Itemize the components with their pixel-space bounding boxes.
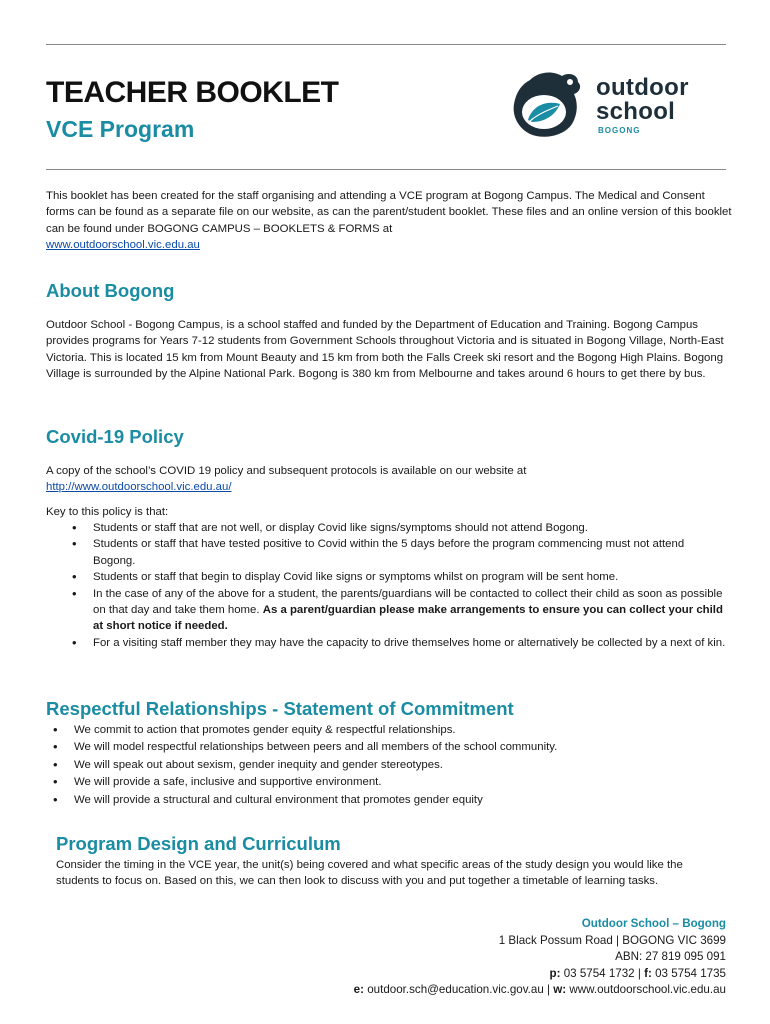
list-item: • We will provide a safe, inclusive and supportive environment.	[74, 774, 724, 790]
logo-text-outdoor: outdoor	[596, 74, 689, 101]
footer-phone: 03 5754 1732	[563, 966, 635, 980]
page-title: TEACHER BOOKLET	[46, 76, 339, 109]
logo-text-school: school	[596, 98, 676, 125]
footer-email-link[interactable]: outdoor.sch@education.vic.gov.au	[367, 983, 544, 997]
covid-key: Key to this policy is that:	[46, 506, 169, 518]
intro-paragraph	[46, 188, 736, 254]
list-item: • We commit to action that promotes gender equity & respectful relationships.	[74, 722, 724, 738]
footer-org: Outdoor School – Bogong	[581, 917, 726, 930]
page-subtitle: VCE Program	[46, 116, 195, 142]
footer-web-line: e: outdoor.sch@education.vic.gov.au | w: www.outdoorschool.vic.edu.au	[353, 983, 726, 997]
header-rule	[46, 169, 726, 170]
list-item: • Students or staff that have tested positive to Covid within the 5 days before the program commencing must not attend Bogong.	[93, 536, 727, 569]
logo-text-bogong: BOGONG	[598, 126, 641, 135]
top-rule	[46, 44, 726, 45]
covid-intro-text: A copy of the school’s COVID 19 policy and subsequent protocols is available on our website at	[46, 465, 527, 477]
covid-policy-link[interactable]: http://www.outdoorschool.vic.edu.au/	[46, 481, 232, 494]
footer-address: 1 Black Possum Road | BOGONG VIC 3699	[498, 933, 726, 947]
footer-contact	[354, 916, 726, 999]
possum-leaf-logo-icon	[508, 70, 588, 142]
list-item: • We will model respectful relationships between peers and all members of the school community.	[74, 739, 724, 755]
respect-heading: Respectful Relationships - Statement of Commitment	[46, 698, 514, 719]
covid-list	[93, 520, 727, 651]
footer-abn: ABN: 27 819 095 091	[615, 950, 726, 964]
intro-website-link[interactable]: www.outdoorschool.vic.edu.au	[46, 239, 200, 252]
list-item	[93, 586, 727, 635]
footer-web-link[interactable]: www.outdoorschool.vic.edu.au	[569, 983, 726, 997]
list-item: • Students or staff that are not well, or display Covid like signs/symptoms should not attend Bogong.	[93, 520, 727, 536]
list-item: • We will speak out about sexism, gender inequity and gender stereotypes.	[74, 757, 724, 773]
covid-intro	[46, 463, 736, 496]
program-paragraph: Consider the timing in the VCE year, the unit(s) being covered and what specific areas of the study design you would like the students to focus on. Based on this, we can then look to discuss with you and put together a timetable of learning tasks.	[56, 859, 683, 888]
about-heading: About Bogong	[46, 280, 175, 301]
list-item-text: In the case of any of the above for a student, the parents/guardians will be contacted to collect their child as soon as possible on that day and take them home.	[93, 587, 723, 617]
outdoor-school-logo	[508, 70, 708, 142]
footer-fax: 03 5754 1735	[655, 966, 726, 980]
respect-list	[74, 722, 724, 808]
list-item-bold-text: As a parent/guardian please make arrangements to ensure you can collect your child at short notice if needed.	[93, 604, 723, 633]
footer-phone-line: p: 03 5754 1732 | f: 03 5754 1735	[549, 966, 726, 980]
list-item: • Students or staff that begin to display Covid like signs or symptoms whilst on program will be sent home.	[93, 569, 727, 585]
program-heading: Program Design and Curriculum	[56, 833, 341, 854]
about-paragraph: Outdoor School - Bogong Campus, is a school staffed and funded by the Department of Education and Training. Bogong Campus provides programs for Years 7-12 students from Government Schools throughout Victoria and is situated in Bogong Village, North-East Victoria. This is located 15 km from Mount Beauty and 15 km from both the Falls Creek ski resort and the Bogong High Plains. Bogong Village is surrounded by the Alpine National Park. Bogong is 380 km from Melbourne and takes around 6 hours to get there by bus.	[46, 319, 724, 381]
list-item: • For a visiting staff member they may have the capacity to drive themselves home or alternatively be collected by a next of kin.	[93, 635, 727, 651]
covid-heading: Covid-19 Policy	[46, 426, 184, 447]
intro-text: This booklet has been created for the staff organising and attending a VCE program at Bogong Campus. The Medical and Consent forms can be found as a separate file on our website, as can the parent/student booklet. These files and an online version of this booklet can be found under BOGONG CAMPUS – BOOKLETS & FORMS at	[46, 190, 732, 235]
list-item: • We will provide a structural and cultural environment that promotes gender equity	[74, 792, 724, 808]
